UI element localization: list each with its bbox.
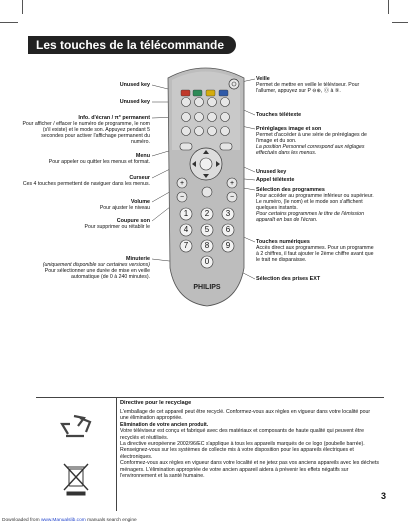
label-mute: Coupure son Pour supprimer ou rétablir le xyxy=(84,218,150,230)
menu-button xyxy=(180,143,192,150)
digit-9-label: 9 xyxy=(225,241,231,250)
label-info: Info. d'écran / π° permanent Pour afficher / effacer le numéro de programme, le nom (s'il existe) et le mode son. Appuyez pendant 5 secondes pour activer l'affichage permanent du numéro. xyxy=(22,115,150,145)
svg-text:+: + xyxy=(179,180,185,187)
label-presets: Préréglages image et son Permet d'accéder à une série de préréglages de l'image et du son. La position Personnel correspond aux réglages effectués dans les menus. xyxy=(256,126,367,156)
brand-logo: PHILIPS xyxy=(193,284,221,291)
svg-text:−: − xyxy=(179,194,185,201)
blue-key xyxy=(219,90,228,96)
digit-5-label: 5 xyxy=(204,225,210,234)
label-volume: Volume Pour ajuster le niveau xyxy=(99,199,150,211)
mute-button xyxy=(202,187,212,197)
label-teletext-keys: Touches télétexte xyxy=(256,112,302,118)
manualslib-link[interactable]: www.Manualslib.com xyxy=(40,518,86,523)
label-timer: Minuterie (uniquement disponible sur certaines versions) Pour sélectionner une durée de mise en veille automatique (de 0 à 240 minutes). xyxy=(42,256,150,280)
label-numeric-keys: Touches numériques Accès direct aux programmes. Pour un programme à 2 chiffres, il faut ajouter le 2ème chiffre avant que le trait ne disparaisse. xyxy=(256,239,374,263)
digit-7-label: 7 xyxy=(183,241,189,250)
recycling-p4: Conformez-vous aux règles en vigueur dans votre localité et ne jetez pas vos anciens appareils avec les déchets ménagers. L'élimination appropriée de votre ancien appareil aidera à prévenir les effets négatifs sur l'environnement et la santé humaine. xyxy=(120,460,379,480)
section-title: Les touches de la télécommande xyxy=(36,38,225,52)
label-ext-select: Sélection des prises EXT xyxy=(256,276,321,282)
recycling-title: Directive pour le recyclage xyxy=(120,400,192,406)
label-unused-key-1: Unused key xyxy=(119,82,150,88)
ok-button xyxy=(200,158,212,170)
page-number: 3 xyxy=(380,491,386,501)
download-footer: Downloaded from www.Manualslib.com manuals search engine xyxy=(2,518,137,523)
label-teletext-call: Appel télétexte xyxy=(256,177,295,183)
recycling-divider xyxy=(116,397,117,511)
recycling-p2-title: Elimination de votre ancien produit. xyxy=(120,421,209,428)
label-cursor: Curseur Ces 4 touches permettent de naviguer dans les menus. xyxy=(22,175,150,187)
recycling-p3: La directive européenne 2002/96/EC s'applique à tous les appareils marqués de ce logo (poubelle barrée). Renseignez-vous sur les systèmes de collecte mis à votre disposition pour les appareils électriques et électroniques. xyxy=(120,441,365,460)
label-unused-key-3: Unused key xyxy=(256,169,287,175)
digit-2-label: 2 xyxy=(204,209,210,218)
label-menu: Menu Pour appeler ou quitter les menus et format. xyxy=(48,153,150,165)
label-program-select: Sélection des programmes Pour accéder au programme inférieur ou supérieur. Le numéro, (le nom) et le mode son s'affichent quelques instants. Pour certains programmes le titre de l'émission apparaît en bas de l'écran. xyxy=(256,187,374,223)
red-key xyxy=(181,90,190,96)
standby-button xyxy=(229,79,239,89)
recycling-p2: Votre téléviseur est conçu et fabriqué avec des matériaux et composants de haute qualité qui peuvent être recyclés et réutilisés. xyxy=(120,428,364,441)
unused-button xyxy=(182,98,191,107)
svg-text:−: − xyxy=(229,194,235,201)
digit-0-label: 0 xyxy=(204,257,210,266)
recycling-p1: L'emballage de cet appareil peut être recyclé. Conformez-vous aux règles en vigueur dans votre localité pour une élimination appropriée. xyxy=(120,409,371,422)
green-key xyxy=(193,90,202,96)
info-button xyxy=(182,113,191,122)
digit-1-label: 1 xyxy=(183,209,189,218)
recycling-body xyxy=(120,409,380,479)
svg-text:+: + xyxy=(229,180,235,187)
digit-4-label: 4 xyxy=(183,225,189,234)
digit-6-label: 6 xyxy=(225,225,231,234)
digit-3-label: 3 xyxy=(225,209,231,218)
label-unused-key-2: Unused key xyxy=(119,99,150,105)
yellow-key xyxy=(206,90,215,96)
digit-8-label: 8 xyxy=(204,241,210,250)
label-standby: Veille Permet de mettre en veille le téléviseur. Pour l'allumer, appuyez sur P ⊖⊕, ⓪ à ⑨. xyxy=(256,76,360,94)
